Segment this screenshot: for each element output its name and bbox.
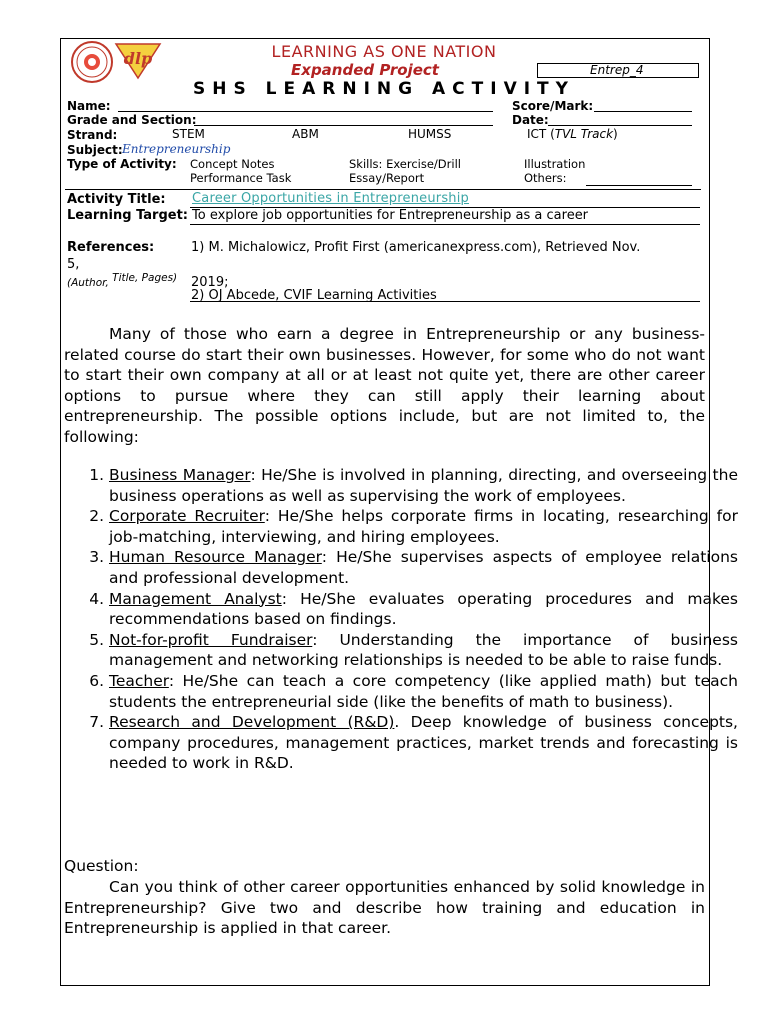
activity-title-value: Career Opportunities in Entrepreneurship [192, 191, 470, 206]
strand-label: Strand: [67, 128, 118, 142]
score-label: Score/Mark: [512, 99, 594, 113]
others-field[interactable] [586, 185, 692, 186]
strand-abm[interactable]: ABM [292, 127, 319, 141]
learning-target-value: To explore job opportunities for Entrepreneurship as a career [192, 208, 589, 223]
list-item: 6. Teacher: He/She can teach a core competency (like applied math) but teach students the entrepreneurial side (like the benefits of math to business). [109, 671, 738, 712]
learning-target-line [190, 224, 700, 225]
score-field[interactable] [594, 111, 692, 112]
header-subtitle: Expanded Project [291, 61, 439, 79]
reference-1: 1) M. Michalowicz, Profit First (americanexpress.com), Retrieved Nov. [191, 240, 641, 255]
list-item: 2. Corporate Recruiter: He/She helps corporate firms in locating, researching for job-matching, interviewing, and hiring employees. [109, 506, 738, 547]
list-item: 5. Not-for-profit Fundraiser: Understanding the importance of business management and networking relationships is needed to be able to raise funds. [109, 630, 738, 671]
list-item: 4. Management Analyst: He/She evaluates operating procedures and makes recommendations based on findings. [109, 589, 738, 630]
page-title: SHS LEARNING ACTIVITY [193, 79, 575, 99]
references-sub-label: (Author, Title, Pages) [67, 272, 178, 289]
references-label: References: [67, 240, 155, 255]
strand-stem[interactable]: STEM [172, 127, 205, 141]
type-concept-notes[interactable]: Concept Notes [190, 157, 275, 171]
reference-1-wrap: 5, [67, 257, 80, 272]
type-essay-report[interactable]: Essay/Report [349, 171, 425, 185]
type-illustration[interactable]: Illustration [524, 157, 586, 171]
date-label: Date: [512, 113, 549, 127]
question-text: Can you think of other career opportunities enhanced by solid knowledge in Entrepreneurship? Give two and describe how training and education in Entrepreneurship is applied in that career. [64, 878, 705, 938]
reference-1-year: 2019; [191, 275, 229, 290]
divider [65, 189, 701, 190]
subject-label: Subject: [67, 143, 123, 157]
svg-text:dlp: dlp [123, 49, 153, 68]
grade-section-field[interactable] [194, 125, 493, 126]
list-item: 1. Business Manager: He/She is involved in planning, directing, and overseeing the business operations as well as supervising the work of employees. [109, 465, 738, 506]
strand-humss[interactable]: HUMSS [408, 127, 452, 141]
strand-ict[interactable]: ICT (TVL Track) [527, 127, 618, 141]
type-performance-task[interactable]: Performance Task [190, 171, 292, 185]
header-title: LEARNING AS ONE NATION [271, 42, 497, 61]
reference-2: 2) OJ Abcede, CVIF Learning Activities [191, 288, 437, 303]
question-label: Question: [64, 857, 139, 875]
activity-code-box: Entrep_4 [537, 63, 699, 78]
list-item: 3. Human Resource Manager: He/She supervises aspects of employee relations and professional development. [109, 547, 738, 588]
references-line [190, 301, 700, 302]
subject-value: Entrepreneurship [122, 142, 231, 156]
list-item: 7. Research and Development (R&D). Deep knowledge of business concepts, company procedures, management practices, market trends and forecasting is needed to work in R&D. [109, 712, 738, 774]
name-label: Name: [67, 99, 111, 113]
intro-paragraph: Many of those who earn a degree in Entrepreneurship or any business-related course do start their own businesses. However, for some who do not want to start their own company at all or at least not quite yet, there are other career options to pursue where they can still apply their learning about entrepreneurship. The possible options include, but are not limited to, the following: [64, 325, 705, 446]
career-options-list [76, 465, 738, 774]
date-field[interactable] [548, 125, 692, 126]
activity-title-label: Activity Title: [67, 192, 166, 207]
grade-section-label: Grade and Section: [67, 113, 197, 127]
learning-target-label: Learning Target: [67, 208, 188, 223]
type-of-activity-label: Type of Activity: [67, 157, 177, 171]
type-others[interactable]: Others: [524, 171, 567, 185]
name-field[interactable] [118, 111, 493, 112]
type-skills[interactable]: Skills: Exercise/Drill [349, 157, 461, 171]
